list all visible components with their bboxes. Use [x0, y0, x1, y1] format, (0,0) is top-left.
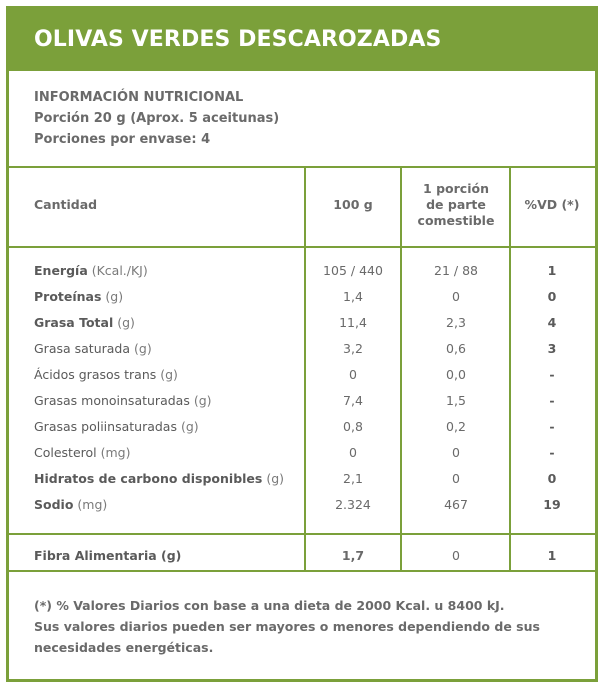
header-100g: 100 g [333, 197, 373, 212]
nutrient-unit: (g) [189, 393, 212, 408]
table-row [9, 492, 595, 518]
nutrient-unit: (mg) [96, 445, 131, 460]
nutrient-name [34, 492, 107, 518]
info-heading: INFORMACIÓN NUTRICIONAL [34, 90, 244, 105]
nutrient-label: Sodio [34, 497, 74, 512]
value-per-100g: 11,4 [339, 315, 367, 330]
nutrient-name [34, 388, 212, 414]
value-vd: 1 [547, 263, 557, 278]
nutrient-label: Grasas poliinsaturadas [34, 419, 177, 434]
table-row [9, 362, 595, 388]
nutrient-name [34, 284, 123, 310]
value-vd: 19 [543, 497, 561, 512]
value-vd: - [549, 445, 555, 460]
nutrient-name [34, 440, 130, 466]
nutrient-name [34, 258, 148, 284]
value-vd: 0 [547, 471, 557, 486]
value-per-portion: 21 / 88 [434, 263, 478, 278]
nutrient-unit: (g) [130, 341, 152, 356]
nutrient-unit: (Kcal./KJ) [87, 263, 148, 278]
nutrient-unit: (mg) [73, 497, 108, 512]
nutrient-label: Colesterol [34, 445, 97, 460]
value-per-portion: 0 [452, 471, 460, 486]
footnote [34, 595, 574, 658]
header-portion-line1: 1 porción [423, 181, 489, 196]
value-vd: - [549, 419, 555, 434]
table-row [9, 310, 595, 336]
nutrient-label: Proteínas [34, 289, 102, 304]
divider-fibra [9, 533, 595, 535]
divider-header [9, 246, 595, 248]
header-portion-line3: comestible [417, 213, 495, 228]
header-portion-line2: de parte [426, 197, 486, 212]
value-per-100g: 2,1 [343, 471, 363, 486]
header-cantidad: Cantidad [34, 197, 98, 212]
nutrition-label [6, 6, 598, 682]
nutrient-label: Grasas monoinsaturadas [34, 393, 190, 408]
value-per-100g: 105 / 440 [323, 263, 383, 278]
value-per-100g: 3,2 [343, 341, 363, 356]
value-vd: 3 [547, 341, 557, 356]
footnote-line3: necesidades energéticas. [34, 640, 214, 655]
nutrient-unit: (g) [176, 419, 199, 434]
product-title: OLIVAS VERDES DESCAROZADAS [9, 9, 595, 71]
value-per-100g: 0,8 [343, 419, 363, 434]
nutrient-unit: (g) [156, 367, 178, 382]
value-vd: - [549, 393, 555, 408]
info-portion: Porción 20 g (Aprox. 5 aceitunas) [34, 111, 280, 126]
header-vd: %VD (*) [524, 197, 580, 212]
table-row [9, 258, 595, 284]
footnote-line2: Sus valores diarios pueden ser mayores o menores dependiendo de sus [34, 619, 540, 634]
fibra-per100: 1,7 [341, 548, 365, 563]
value-per-portion: 0,0 [446, 367, 466, 382]
table-row [9, 440, 595, 466]
nutrient-unit: (g) [262, 471, 285, 486]
nutrition-info [34, 87, 574, 150]
nutrient-unit: (g) [113, 315, 135, 330]
value-vd: - [549, 367, 555, 382]
nutrient-label: Grasa saturada [34, 341, 131, 356]
nutrient-label: Energía [34, 263, 88, 278]
value-per-100g: 2.324 [335, 497, 371, 512]
nutrient-label: Hidratos de carbono disponibles [34, 471, 263, 486]
table-row [9, 388, 595, 414]
nutrient-name [34, 414, 199, 440]
value-per-portion: 2,3 [446, 315, 466, 330]
value-per-100g: 0 [349, 367, 357, 382]
nutrient-name [34, 310, 135, 336]
nutrient-name [34, 362, 178, 388]
value-per-portion: 467 [444, 497, 468, 512]
value-vd: 0 [547, 289, 557, 304]
value-vd: 4 [547, 315, 557, 330]
header-portion [402, 181, 510, 229]
fibra-row [9, 538, 595, 574]
fibra-name: Fibra Alimentaria (g) [34, 548, 182, 563]
table-row [9, 284, 595, 310]
value-per-portion: 1,5 [446, 393, 466, 408]
table-row [9, 414, 595, 440]
value-per-portion: 0 [452, 289, 460, 304]
nutrient-unit: (g) [101, 289, 124, 304]
table-row [9, 466, 595, 492]
fibra-vd: 1 [547, 548, 557, 563]
nutrient-label: Ácidos grasos trans [34, 367, 157, 382]
divider-top [9, 166, 595, 168]
value-per-100g: 7,4 [343, 393, 363, 408]
value-per-100g: 0 [349, 445, 357, 460]
value-per-portion: 0,6 [446, 341, 466, 356]
nutrient-label: Grasa Total [34, 315, 114, 330]
value-per-portion: 0 [452, 445, 460, 460]
fibra-portion: 0 [452, 548, 460, 563]
value-per-100g: 1,4 [343, 289, 363, 304]
nutrient-name [34, 466, 284, 492]
info-servings: Porciones por envase: 4 [34, 132, 211, 147]
nutrient-name [34, 336, 152, 362]
footnote-line1: (*) % Valores Diarios con base a una dieta de 2000 Kcal. u 8400 kJ. [34, 598, 505, 613]
table-row [9, 336, 595, 362]
value-per-portion: 0,2 [446, 419, 466, 434]
